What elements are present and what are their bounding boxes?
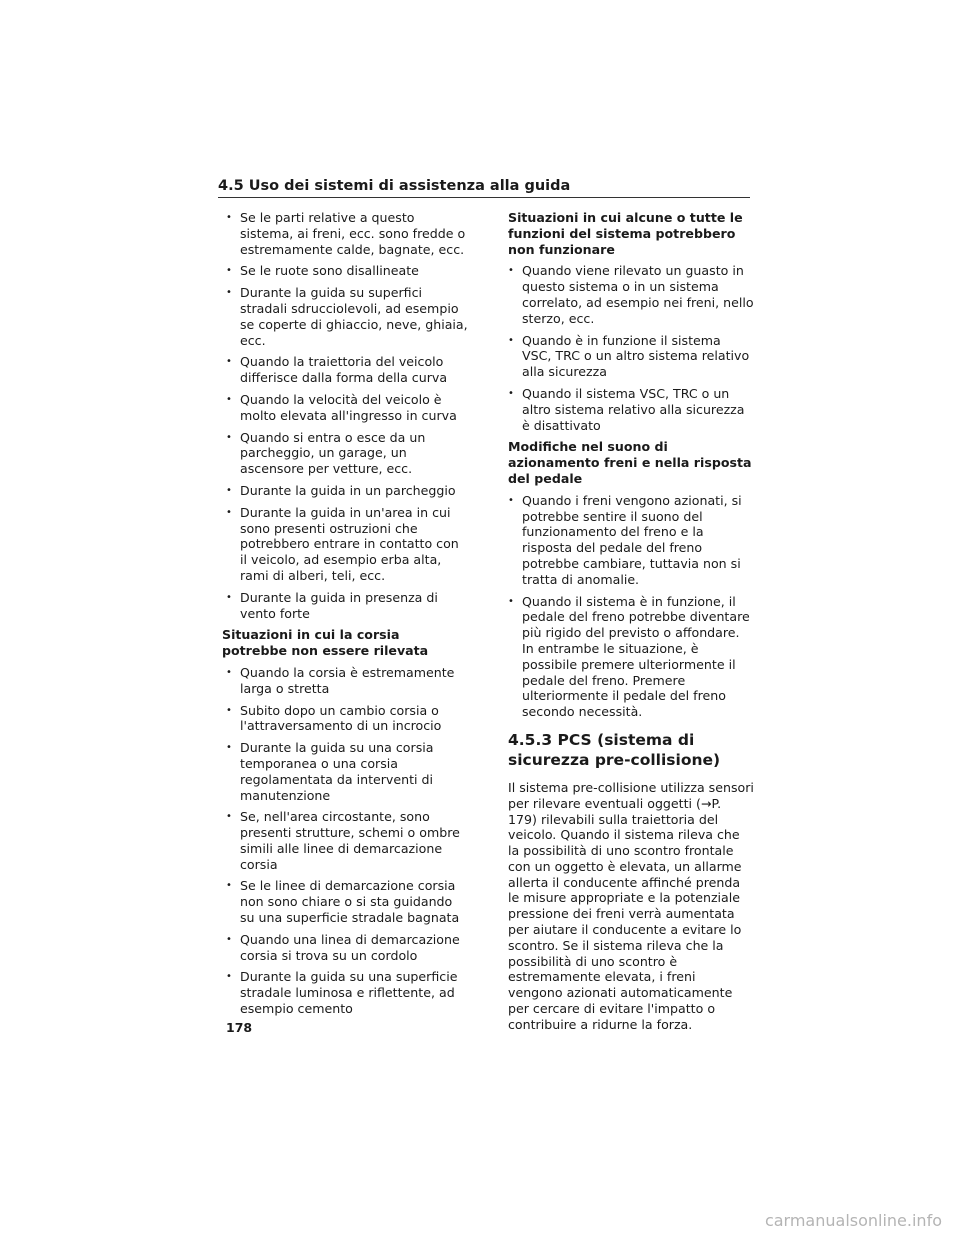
list-item: • Durante la guida in un'area in cui sono presenti ostruzioni che potrebbero entrare in contatto con il veicolo, ad esempio erba alta, rami di alberi, teli, ecc. (226, 505, 468, 584)
list-item: • Quando si entra o esce da un parcheggio, un garage, un ascensore per vetture, ecc. (226, 430, 468, 477)
list-item: • Quando il sistema VSC, TRC o un altro sistema relativo alla sicurezza è disattivato (508, 386, 754, 433)
list-item: • Quando i freni vengono azionati, si potrebbe sentire il suono del funzionamento del freno e la risposta del pedale del freno potrebbe cambiare, tuttavia non si tratta di anomalie. (508, 493, 754, 588)
page-number: 178 (226, 1020, 253, 1035)
list-item: • Quando la traiettoria del veicolo differisce dalla forma della curva (226, 354, 468, 386)
list-item: • Quando è in funzione il sistema VSC, TRC o un altro sistema relativo alla sicurezza (508, 333, 754, 380)
list-item: • Se le linee di demarcazione corsia non sono chiare o si sta guidando su una superficie stradale bagnata (226, 878, 468, 925)
list-item: • Quando la velocità del veicolo è molto elevata all'ingresso in curva (226, 392, 468, 424)
bullet-list-conditions (226, 210, 468, 621)
list-item: • Durante la guida su una superficie stradale luminosa e riflettente, ad esempio cemento (226, 969, 468, 1016)
bullet-list-brake (508, 493, 754, 720)
pcs-description: Il sistema pre-collisione utilizza sensori per rilevare eventuali oggetti (→P. 179) rilevabili sulla traiettoria del veicolo. Quando il sistema rileva che la possibilità di uno scontro frontale con un oggetto è elevata, un allarme allerta il conducente affinché prenda le misure appropriate e la potenziale pressione dei freni verrà aumentata per aiutare il conducente a evitare lo scontro. Se il sistema rileva che la possibilità di uno scontro è estremamente elevata, i freni vengono azionati automaticamente per cercare di evitare l'impatto o contribuire a ridurne la forza. (508, 779, 754, 1032)
list-item: • Quando il sistema è in funzione, il pedale del freno potrebbe diventare più rigido del previsto o affondare. In entrambe le situazione, è possibile premere ulteriormente il pedale del freno. Premere ulteriormente il pedale del freno secondo necessità. (508, 594, 754, 720)
bullet-list-lane (226, 665, 468, 1017)
watermark: carmanualsonline.info (764, 1211, 942, 1230)
subheading-lane-detection: Situazioni in cui la corsia potrebbe non essere rilevata (222, 627, 429, 659)
list-item: • Quando la corsia è estremamente larga o stretta (226, 665, 468, 697)
list-item: • Durante la guida su una corsia temporanea o una corsia regolamentata da interventi di manutenzione (226, 740, 468, 803)
list-item: • Quando una linea di demarcazione corsia si trova su un cordolo (226, 932, 468, 964)
list-item: • Se le ruote sono disallineate (226, 263, 468, 279)
subheading-brake-sound: Modifiche nel suono di azionamento freni e nella risposta del pedale (508, 439, 752, 486)
section-title-pcs: 4.5.3 PCS (sistema di sicurezza pre-collisione) (508, 730, 721, 769)
list-item: • Durante la guida in un parcheggio (226, 483, 468, 499)
list-item: • Se, nell'area circostante, sono presenti strutture, schemi o ombre simili alle linee di demarcazione corsia (226, 809, 468, 872)
right-column (508, 210, 754, 1033)
list-item: • Se le parti relative a questo sistema, ai freni, ecc. sono fredde o estremamente calde, bagnate, ecc. (226, 210, 468, 257)
list-item: • Quando viene rilevato un guasto in questo sistema o in un sistema correlato, ad esempio nei freni, nello sterzo, ecc. (508, 263, 754, 326)
subheading-functions: Situazioni in cui alcune o tutte le funzioni del sistema potrebbero non funzionare (508, 210, 743, 257)
left-column (222, 210, 468, 1023)
section-header: 4.5 Uso dei sistemi di assistenza alla guida (218, 178, 750, 198)
bullet-list-functions (508, 263, 754, 433)
list-item: • Subito dopo un cambio corsia o l'attraversamento di un incrocio (226, 703, 468, 735)
list-item: • Durante la guida su superfici stradali sdrucciolevoli, ad esempio se coperte di ghiaccio, neve, ghiaia, ecc. (226, 285, 468, 348)
list-item: • Durante la guida in presenza di vento forte (226, 590, 468, 622)
